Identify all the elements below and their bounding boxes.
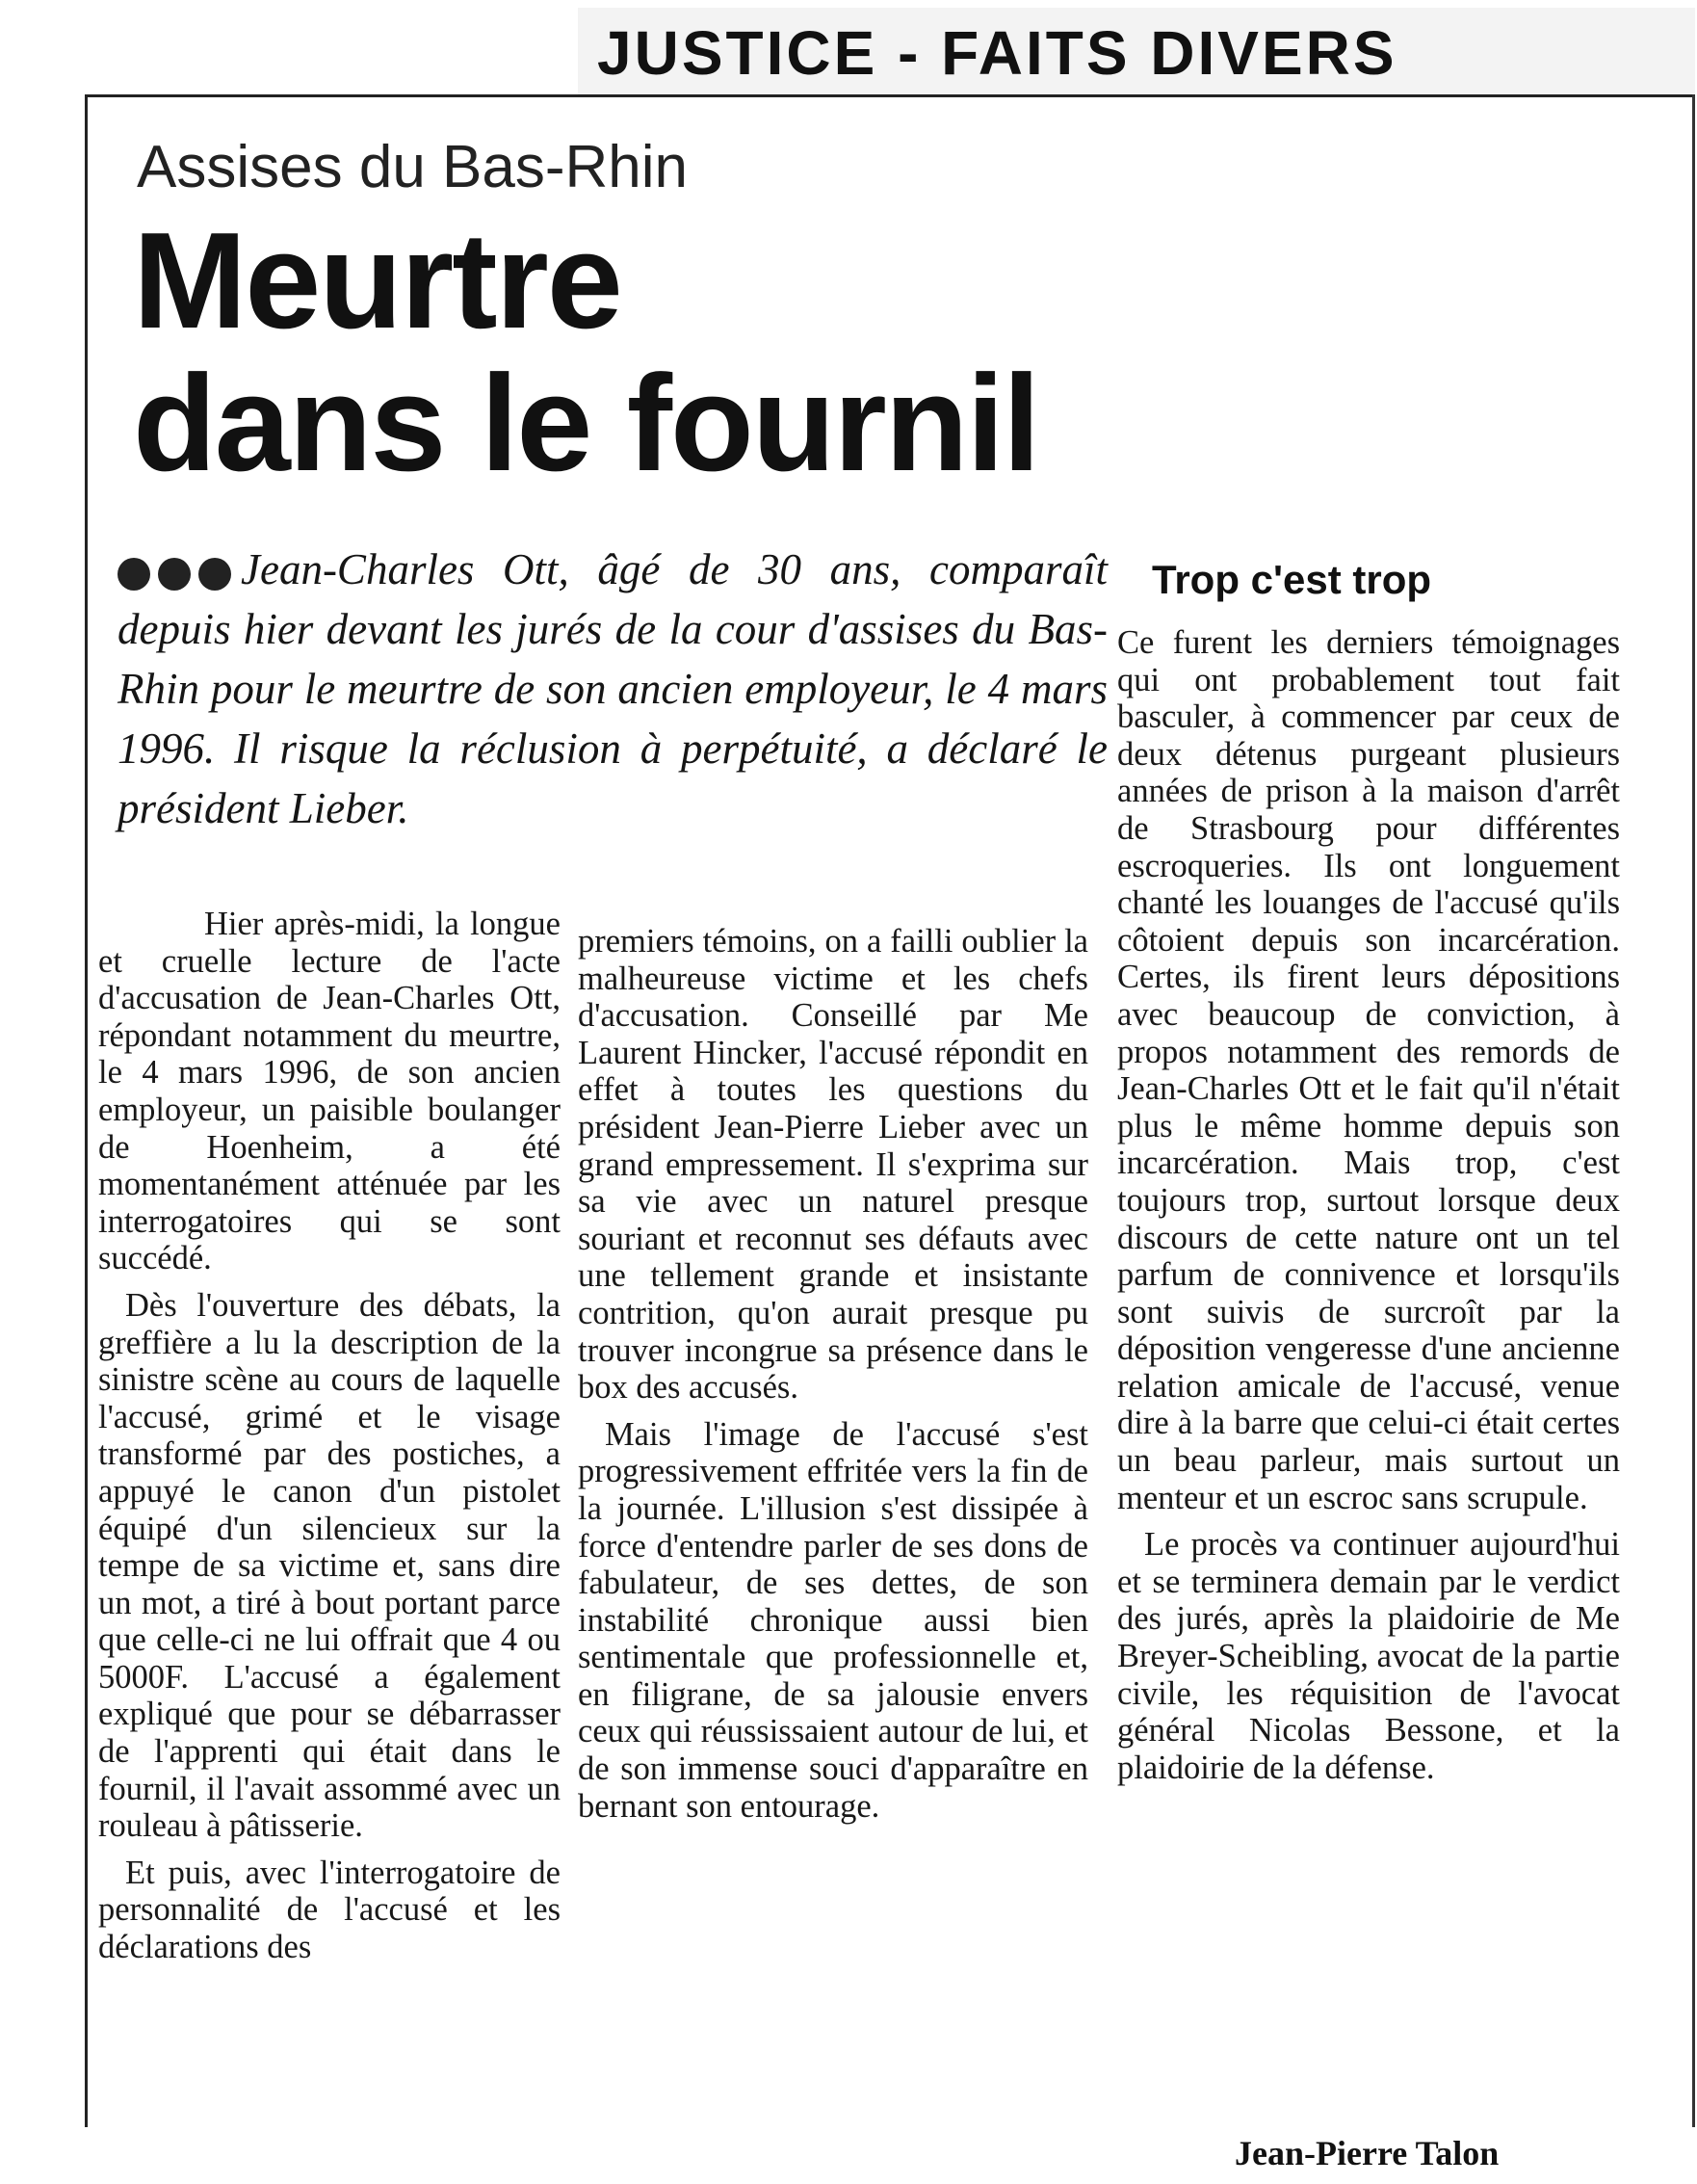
rubric-rule [85, 94, 1695, 97]
paragraph: Dès l'ouverture des débats, la greffière a lu la description de la sinistre scène au cours de laquelle l'accusé, grimé et le visage transformé par des postiches, a appuyé le canon d'un pistolet équipé d'un silencieux sur la tempe de sa victime et, sans dire un mot, a tiré à bout portant parce que celle-ci ne lui offrait que 4 ou 5000F. L'accusé a également expliqué que pour se débarrasser de l'apprenti qui était dans le fournil, il l'avait assommé avec un rouleau à pâtisserie. [98, 1286, 561, 1845]
surtitle: Assises du Bas-Rhin [137, 134, 689, 200]
lead-text: Jean-Charles Ott, âgé de 30 ans, comparaît depuis hier devant les jurés de la cour d'assises du Bas-Rhin pour le meurtre de son ancien employeur, le 4 mars 1996. Il risque la réclusion à perpétuité, a déclaré le président Lieber. [117, 545, 1108, 832]
headline [133, 204, 1173, 500]
article-column-3 [1117, 624, 1620, 1796]
article-column-1 [98, 906, 561, 1976]
paragraph: Mais l'image de l'accusé s'est progressivement effritée vers la fin de la journée. L'illusion s'est dissipée à force d'entendre parler de ses dons de fabulateur, de ses dettes, de son instabilité chronique aussi bien sentimentale que professionnelle et, en filigrane, de sa jalousie envers ceux qui réussissaient autour de lui, et de son immense souci d'apparaître en bernant son entourage. [578, 1415, 1088, 1825]
paragraph: premiers témoins, on a failli oublier la malheureuse victime et les chefs d'accusation. Conseillé par Me Laurent Hincker, l'accusé répondit en effet à toutes les questions du président Jean-Pierre Lieber avec un grand empressement. Il s'exprima sur sa vie avec un naturel presque souriant et reconnut ses défauts avec une tellement grande et insistante contrition, qu'on aurait presque pu trouver incongrue sa présence dans le box des accusés. [578, 923, 1088, 1407]
bullet-dots-icon [117, 558, 231, 591]
headline-line-1: Meurtre [133, 204, 621, 357]
section-rubric: JUSTICE - FAITS DIVERS [597, 18, 1397, 88]
frame-right-rule [1692, 94, 1695, 2127]
paragraph: Ce furent les derniers témoignages qui ont probablement tout fait basculer, à commencer par ceux de deux détenus purgeant plusieurs années de prison à la maison d'arrêt de Strasbourg pour différentes escroqueries. Ils ont longuement chanté les louanges de l'accusé qu'ils côtoient depuis son incarcération. Certes, ils firent leurs dépositions avec beaucoup de conviction, à propos notamment des remords de Jean-Charles Ott et le fait qu'il n'était plus le même homme depuis son incarcération. Mais trop, c'est toujours trop, surtout lorsque deux discours de cette nature ont un tel parfum de connivence et lorsqu'ils sont suivis de surcroît par la déposition vengeresse d'une ancienne relation amicale de l'accusé, venue dire à la barre que celui-ci était certes un beau parleur, mais surtout un menteur et un escroc sans scrupule. [1117, 624, 1620, 1516]
headline-line-2: dans le fournil [133, 347, 1039, 500]
paragraph: Le procès va continuer aujourd'hui et se terminera demain par le verdict des jurés, après la plaidoirie de Me Breyer-Scheibling, avocat de la partie civile, les réquisition de l'avocat général Nicolas Bessone, et la plaidoirie de la défense. [1117, 1526, 1620, 1786]
paragraph: Hier après-midi, la longue et cruelle lecture de l'acte d'accusation de Jean-Charles Ott, répondant notamment du meurtre, le 4 mars 1996, de son ancien employeur, un paisible boulanger de Hoenheim, a été momentanément atténuée par les interrogatoires qui se sont succédé. [98, 906, 561, 1277]
author-byline: Jean-Pierre Talon [1235, 2134, 1500, 2172]
lead-paragraph [117, 539, 1108, 838]
frame-left-rule [85, 94, 88, 2127]
paragraph: Et puis, avec l'interrogatoire de personnalité de l'accusé et les déclarations des [98, 1854, 561, 1966]
article-column-2 [578, 923, 1088, 1834]
column-subhead: Trop c'est trop [1152, 557, 1432, 602]
